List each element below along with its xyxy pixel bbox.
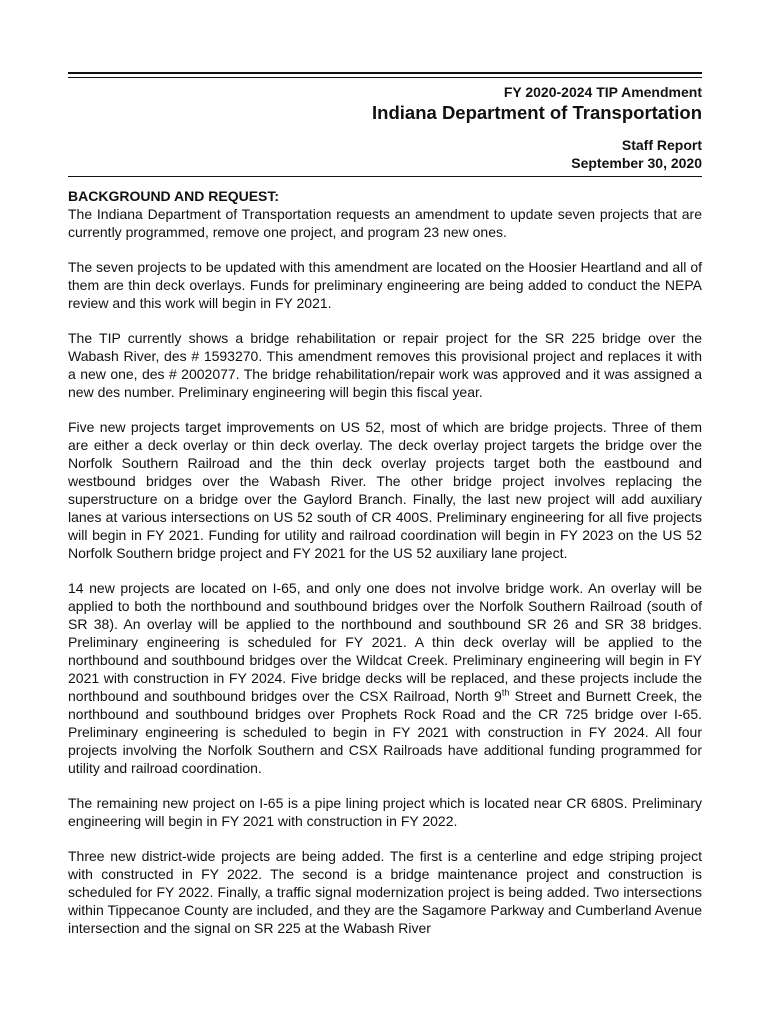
paragraph-i65-part2: Street and Burnett Creek, the northbound and southbound bridges over Prophets Rock Road and the CR 725 bridge over I-65. Preliminary engineering is scheduled to begin in FY 2021 with construction in FY 2024. All four projects involving the Norfolk Southern and CSX Railroads have additional funding programmed for utility and railroad coordination. bbox=[68, 688, 702, 776]
header-rule-top-thin bbox=[68, 77, 702, 78]
paragraph-us52: Five new projects target improvements on US 52, most of which are bridge projects. Three of them are either a deck overlay or thin deck overlay. The deck overlay project targets the bridge over the Norfolk Southern Railroad and the thin deck overlay projects target both the eastbound and westbound bridges over the Wabash River. The other bridge project involves replacing the superstructure on a bridge over the Gaylord Branch. Finally, the last new project will add auxiliary lanes at various intersections on US 52 south of CR 400S. Preliminary engineering for all five projects will begin in FY 2021. Funding for utility and railroad coordination will begin in FY 2023 on the US 52 Norfolk Southern bridge project and FY 2021 for the US 52 auxiliary lane project. bbox=[68, 419, 702, 561]
ordinal-superscript: th bbox=[501, 687, 510, 698]
header-rule-top bbox=[68, 72, 702, 74]
paragraph-i65-part1: 14 new projects are located on I-65, and only one does not involve bridge work. An overlay will be applied to both the northbound and southbound bridges over the Norfolk Southern Railroad (south of SR 38). An overlay will be applied to the northbound and southbound SR 26 and SR 38 bridges. Preliminary engineering is scheduled for FY 2021. A thin deck overlay will be applied to the northbound and southbound bridges over the Wildcat Creek. Preliminary engineering will begin in FY 2021 with construction in FY 2024. Five bridge decks will be replaced, and these projects include the northbound and southbound bridges over the CSX Railroad, North 9 bbox=[68, 580, 702, 704]
amendment-title: FY 2020-2024 TIP Amendment bbox=[503, 84, 702, 100]
section-title: BACKGROUND AND REQUEST: bbox=[68, 188, 280, 204]
paragraph-request: The Indiana Department of Transportation requests an amendment to update seven projects that are currently programmed, remove one project, and program 23 new ones. bbox=[68, 206, 702, 240]
header-rule-bottom bbox=[68, 176, 702, 177]
paragraph-pipe-lining: The remaining new project on I-65 is a pipe lining project which is located near CR 680S. Preliminary engineering will begin in FY 2021 with construction in FY 2022. bbox=[68, 795, 702, 829]
paragraph-district-wide: Three new district-wide projects are being added. The first is a centerline and edge striping project with constructed in FY 2022. The second is a bridge maintenance project and construction is scheduled for FY 2022. Finally, a traffic signal modernization project is being added. Two intersections within Tippecanoe County are included, and they are the Sagamore Parkway and Cumberland Avenue intersection and the signal on SR 225 at the Wabash River bbox=[68, 848, 702, 936]
report-date: September 30, 2020 bbox=[571, 155, 702, 171]
paragraph-i65 bbox=[68, 579, 702, 777]
report-header bbox=[68, 84, 702, 172]
report-type: Staff Report bbox=[621, 137, 702, 153]
paragraph-hoosier-heartland: The seven projects to be updated with this amendment are located on the Hoosier Heartland and all of them are thin deck overlays. Funds for preliminary engineering are being added to conduct the NEPA review and this work will begin in FY 2021. bbox=[68, 259, 702, 311]
department-title: Indiana Department of Transportation bbox=[372, 102, 702, 123]
document-page bbox=[68, 72, 702, 954]
paragraph-sr225: The TIP currently shows a bridge rehabilitation or repair project for the SR 225 bridge over the Wabash River, des # 1593270. This amendment removes this provisional project and replaces it with a new one, des # 2002077. The bridge rehabilitation/repair work was approved and it was assigned a new des number. Preliminary engineering will begin this fiscal year. bbox=[68, 330, 702, 400]
